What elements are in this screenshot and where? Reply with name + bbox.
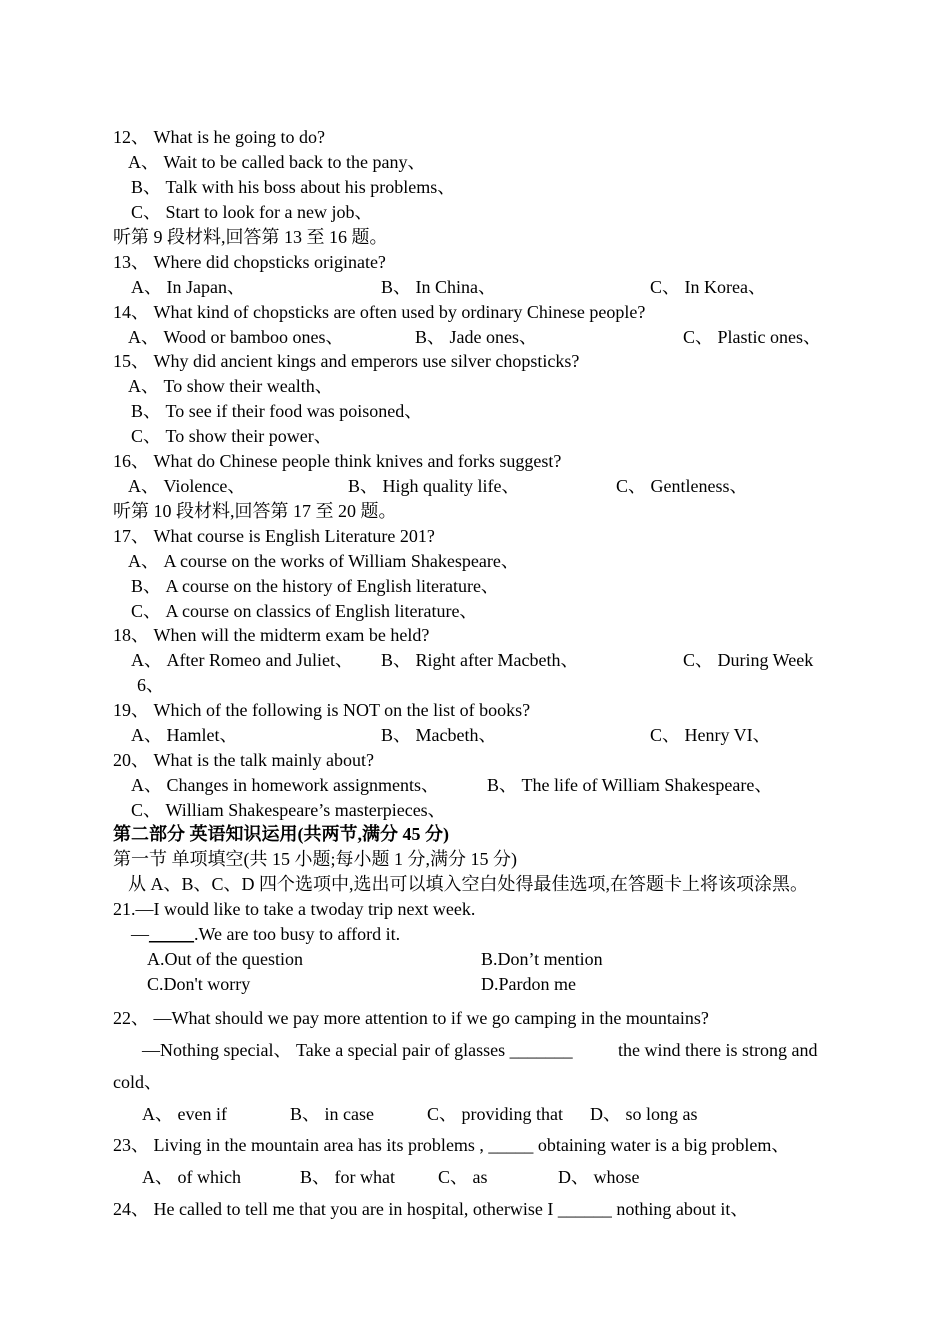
question-18-option-c: C、 During Week bbox=[683, 650, 814, 670]
question-20-option-a: A、 Changes in homework assignments、 bbox=[131, 775, 439, 795]
question-17-stem: 17、 What course is English Literature 201? bbox=[113, 526, 435, 546]
question-18-option-c-continued: 6、 bbox=[137, 675, 164, 695]
question-19-option-b: B、 Macbeth、 bbox=[381, 725, 497, 745]
question-23-option-d: D、 whose bbox=[558, 1167, 640, 1187]
question-12-option-b: B、 Talk with his boss about his problems、 bbox=[131, 177, 456, 197]
question-18-stem: 18、 When will the midterm exam be held? bbox=[113, 625, 430, 645]
question-13-option-b: B、 In China、 bbox=[381, 277, 496, 297]
question-14-option-b: B、 Jade ones、 bbox=[415, 327, 537, 347]
question-14-option-a: A、 Wood or bamboo ones、 bbox=[128, 327, 344, 347]
question-13-option-a: A、 In Japan、 bbox=[131, 277, 245, 297]
question-13-option-c: C、 In Korea、 bbox=[650, 277, 766, 297]
question-22-stem: 22、 —What should we pay more attention to if we go camping in the mountains? bbox=[113, 1008, 709, 1028]
reply-text: .We are too busy to afford it. bbox=[194, 924, 401, 944]
question-23-option-a: A、 of which bbox=[142, 1167, 241, 1187]
part-2-heading: 第二部分 英语知识运用(共两节,满分 45 分) bbox=[113, 824, 449, 844]
question-14-option-c: C、 Plastic ones、 bbox=[683, 327, 821, 347]
section-10-instruction: 听第 10 段材料,回答第 17 至 20 题。 bbox=[113, 501, 397, 521]
section-1-heading: 第一节 单项填空(共 15 小题;每小题 1 分,满分 15 分) bbox=[113, 849, 517, 869]
dialogue-dash: — bbox=[131, 924, 149, 944]
section-9-instruction: 听第 9 段材料,回答第 13 至 16 题。 bbox=[113, 227, 388, 247]
question-22-reply-right: the wind there is strong and bbox=[618, 1040, 818, 1060]
question-22-option-b: B、 in case bbox=[290, 1104, 374, 1124]
question-22-option-c: C、 providing that bbox=[427, 1104, 563, 1124]
question-19-option-a: A、 Hamlet、 bbox=[131, 725, 238, 745]
question-16-stem: 16、 What do Chinese people think knives and forks suggest? bbox=[113, 451, 562, 471]
question-17-option-c: C、 A course on classics of English literature、 bbox=[131, 601, 478, 621]
question-18-option-a: A、 After Romeo and Juliet、 bbox=[131, 650, 353, 670]
question-15-stem: 15、 Why did ancient kings and emperors use silver chopsticks? bbox=[113, 351, 580, 371]
question-17-option-a: A、 A course on the works of William Shakespeare、 bbox=[128, 551, 519, 571]
question-22-reply-continued: cold、 bbox=[113, 1072, 162, 1092]
question-20-stem: 20、 What is the talk mainly about? bbox=[113, 750, 374, 770]
question-21-option-c: C.Don't worry bbox=[147, 974, 251, 994]
question-23-option-b: B、 for what bbox=[300, 1167, 395, 1187]
question-12-option-c: C、 Start to look for a new job、 bbox=[131, 202, 373, 222]
question-16-option-b: B、 High quality life、 bbox=[348, 476, 520, 496]
question-12-stem: 12、 What is he going to do? bbox=[113, 127, 325, 147]
question-23-option-c: C、 as bbox=[438, 1167, 488, 1187]
question-18-option-b: B、 Right after Macbeth、 bbox=[381, 650, 579, 670]
question-21-option-d: D.Pardon me bbox=[481, 974, 576, 994]
section-1-instruction: 从 A、B、C、D 四个选项中,选出可以填入空白处得最佳选项,在答题卡上将该项涂黑。 bbox=[128, 874, 809, 894]
question-15-option-c: C、 To show their power、 bbox=[131, 426, 332, 446]
question-12-option-a: A、 Wait to be called back to the pany、 bbox=[128, 152, 426, 172]
question-19-stem: 19、 Which of the following is NOT on the list of books? bbox=[113, 700, 531, 720]
question-23-stem: 23、 Living in the mountain area has its problems , _____ obtaining water is a big problem、 bbox=[113, 1135, 790, 1155]
question-21-stem: 21.—I would like to take a twoday trip next week. bbox=[113, 899, 476, 919]
answer-blank: _____ bbox=[149, 924, 194, 944]
question-21-reply bbox=[131, 923, 400, 945]
question-17-option-b: B、 A course on the history of English literature、 bbox=[131, 576, 499, 596]
question-16-option-c: C、 Gentleness、 bbox=[616, 476, 748, 496]
question-22-option-a: A、 even if bbox=[142, 1104, 227, 1124]
question-22-option-d: D、 so long as bbox=[590, 1104, 698, 1124]
question-20-option-c: C、 William Shakespeare’s masterpieces、 bbox=[131, 800, 446, 820]
question-24-stem: 24、 He called to tell me that you are in hospital, otherwise I ______ nothing about it、 bbox=[113, 1199, 749, 1219]
question-20-option-b: B、 The life of William Shakespeare、 bbox=[487, 775, 773, 795]
question-22-reply-left: —Nothing special、 Take a special pair of glasses _______ bbox=[142, 1040, 573, 1060]
question-15-option-b: B、 To see if their food was poisoned、 bbox=[131, 401, 423, 421]
question-16-option-a: A、 Violence、 bbox=[128, 476, 246, 496]
question-13-stem: 13、 Where did chopsticks originate? bbox=[113, 252, 386, 272]
question-21-option-b: B.Don’t mention bbox=[481, 949, 603, 969]
question-21-option-a: A.Out of the question bbox=[147, 949, 303, 969]
question-19-option-c: C、 Henry VI、 bbox=[650, 725, 771, 745]
question-14-stem: 14、 What kind of chopsticks are often used by ordinary Chinese people? bbox=[113, 302, 646, 322]
question-15-option-a: A、 To show their wealth、 bbox=[128, 376, 333, 396]
